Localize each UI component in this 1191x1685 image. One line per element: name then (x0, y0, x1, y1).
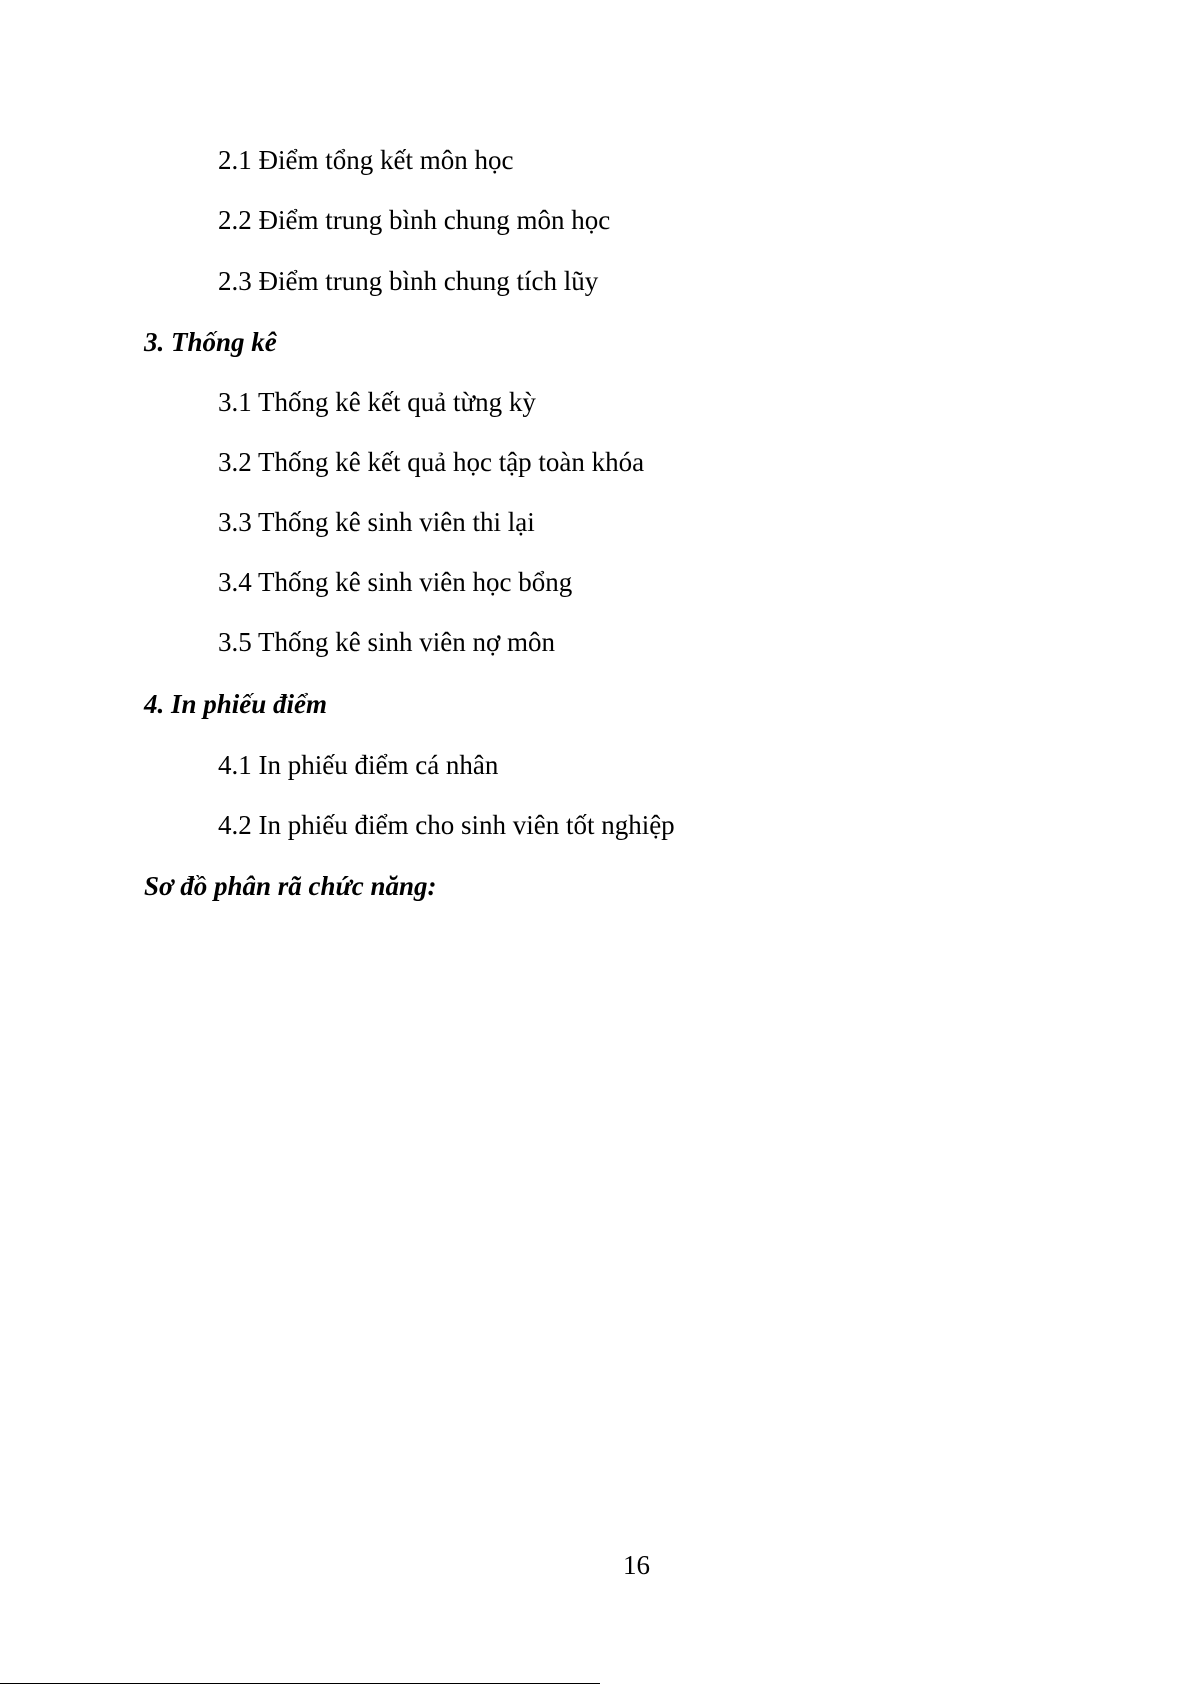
section-heading-thong-ke: 3. Thống kê (144, 327, 277, 357)
list-item-3-5: 3.5 Thống kê sinh viên nợ môn (218, 627, 556, 657)
list-item-3-4: 3.4 Thống kê sinh viên học bổng (218, 567, 573, 597)
list-item-2-2: 2.2 Điểm trung bình chung môn học (218, 205, 611, 235)
section-heading-in-phieu-diem: 4. In phiếu điểm (144, 689, 328, 719)
list-item-3-1: 3.1 Thống kê kết quả từng kỳ (218, 387, 536, 417)
list-item-3-2: 3.2 Thống kê kết quả học tập toàn khóa (218, 447, 645, 477)
list-item-3-3: 3.3 Thống kê sinh viên thi lại (218, 507, 535, 537)
bottom-rule (0, 1683, 600, 1684)
list-item-2-1: 2.1 Điểm tổng kết môn học (218, 145, 514, 175)
list-item-4-2: 4.2 In phiếu điểm cho sinh viên tốt nghiệp (218, 810, 675, 840)
diagram-heading: Sơ đồ phân rã chức năng: (144, 871, 437, 901)
page-number: 16 (623, 1550, 650, 1580)
list-item-2-3: 2.3 Điểm trung bình chung tích lũy (218, 266, 599, 296)
list-item-4-1: 4.1 In phiếu điểm cá nhân (218, 750, 499, 780)
